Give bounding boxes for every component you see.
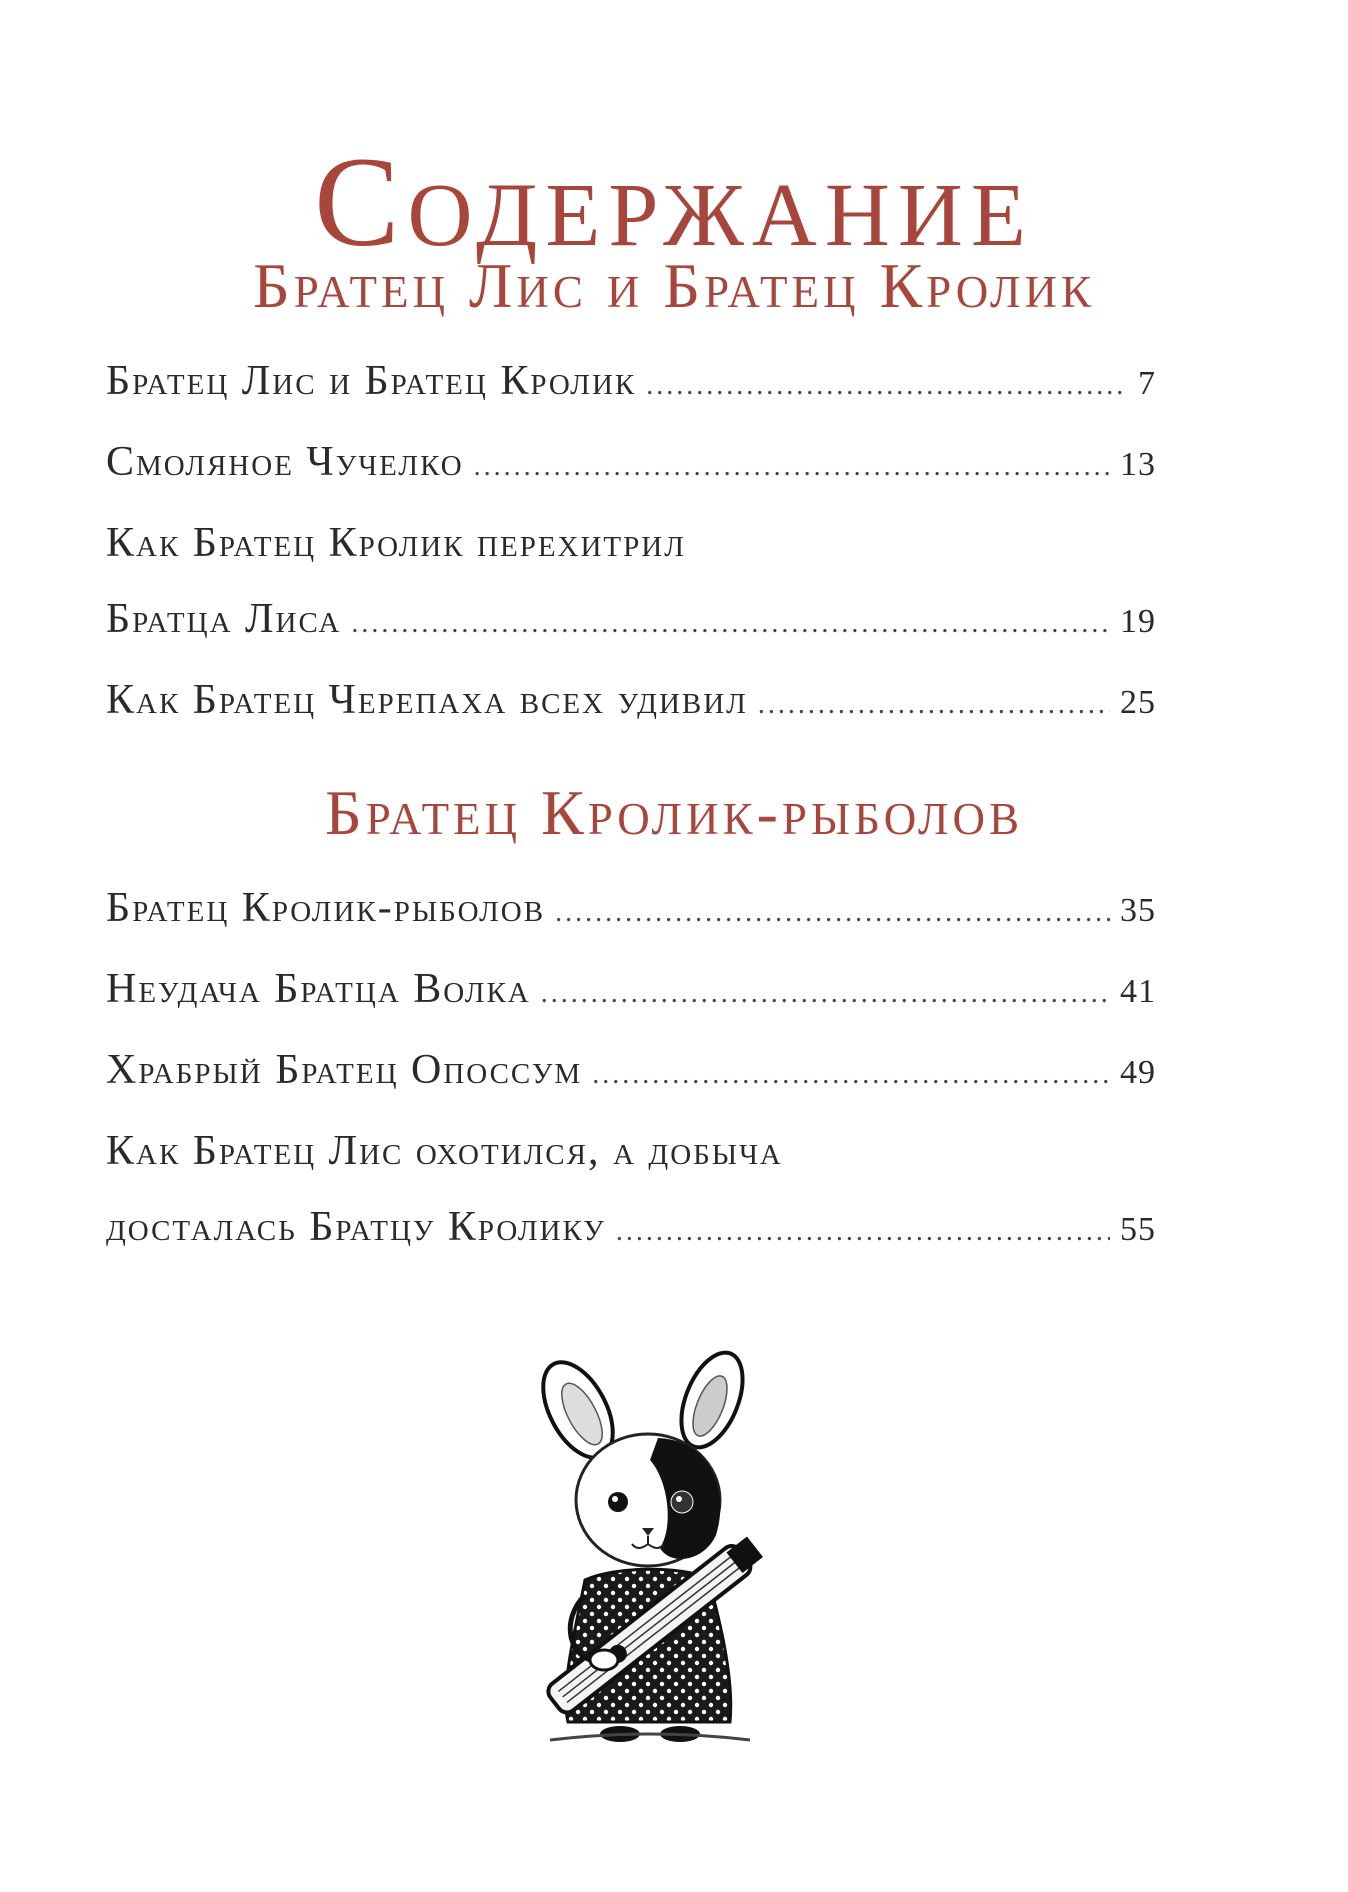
toc-entry[interactable] [106, 505, 1156, 662]
toc-entry-title: Как Братец Черепаха всех удивил [106, 677, 748, 723]
toc-entry-title: Как Братец Лис охотился, а добыча [106, 1128, 783, 1174]
section-heading-2: Братец Кролик-рыболов [325, 777, 1023, 848]
toc-page-number: 19 [1120, 603, 1156, 640]
toc-section-1 [106, 343, 1156, 743]
toc-leader-dots [555, 875, 1110, 951]
toc-entry-title: Неудача Братца Волка [106, 966, 531, 1012]
toc-entry[interactable] [106, 1032, 1156, 1113]
toc-entry[interactable] [106, 870, 1156, 951]
toc-leader-dots [541, 956, 1110, 1032]
toc-page-number: 35 [1120, 892, 1156, 929]
toc-entry-title: Братец Лис и Братец Кролик [106, 358, 637, 404]
toc-page-number: 55 [1120, 1211, 1156, 1248]
toc-page-number: 7 [1138, 365, 1156, 402]
toc-entry[interactable] [106, 1113, 1156, 1270]
toc-entry-title: Как Братец Кролик перехитрил [106, 520, 686, 566]
toc-entry[interactable] [106, 662, 1156, 743]
toc-page-number: 41 [1120, 973, 1156, 1010]
toc-page-number: 13 [1120, 446, 1156, 483]
page-title: Содержание [314, 130, 1034, 273]
toc-leader-dots [646, 348, 1128, 424]
rabbit-with-guitar-icon [490, 1330, 810, 1750]
toc-leader-dots [474, 429, 1110, 505]
toc-entry-title: Храбрый Братец Опоссум [106, 1047, 583, 1093]
toc-section-2 [106, 870, 1156, 1270]
toc-leader-dots [351, 586, 1110, 662]
toc-entry[interactable] [106, 343, 1156, 424]
toc-entry[interactable] [106, 424, 1156, 505]
rabbit-illustration [490, 1330, 810, 1750]
toc-page-number: 25 [1120, 684, 1156, 721]
toc-entry-title: Братец Кролик-рыболов [106, 885, 546, 931]
toc-entry-title-continued: досталась Братцу Кролику [106, 1204, 606, 1250]
toc-leader-dots [592, 1037, 1110, 1113]
toc-entry[interactable] [106, 951, 1156, 1032]
toc-leader-dots [758, 667, 1110, 743]
section-heading-1: Братец Лис и Братец Кролик [252, 250, 1096, 321]
toc-entry-title-continued: Братца Лиса [106, 596, 342, 642]
toc-leader-dots [616, 1194, 1110, 1270]
toc-page-number: 49 [1120, 1054, 1156, 1091]
toc-entry-title: Смоляное Чучелко [106, 439, 464, 485]
